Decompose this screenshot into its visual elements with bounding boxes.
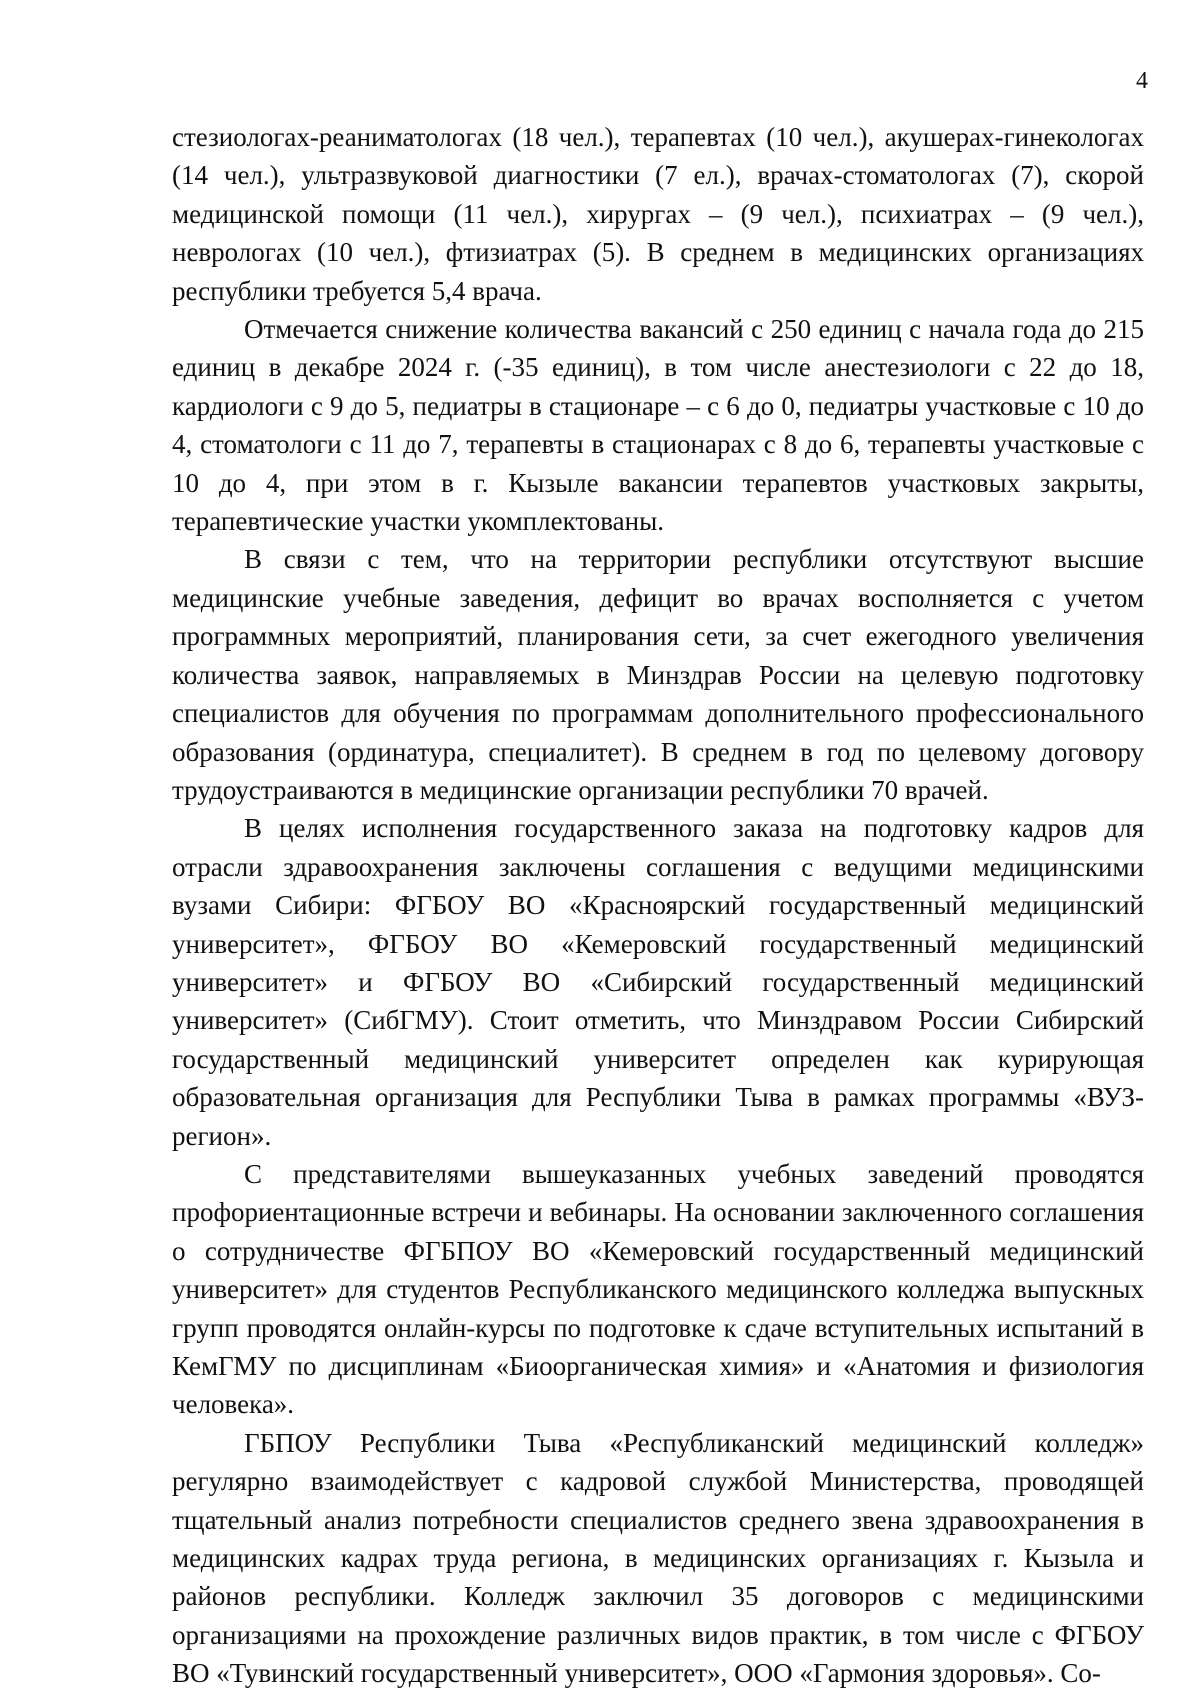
paragraph-university-agreements: В целях исполнения государственного заказа на подготовку кадров для отрасли здравоохранения заключены соглашения с ведущими медицинскими вузами Сибири: ФГБОУ ВО «Красноярский государственный медицинский университет», ФГБОУ ВО «Кемеровский государственный медицинский университет» и ФГБОУ ВО «Сибирский государственный медицинский университет» (СибГМУ). Стоит отметить, что Минздравом России Сибирский государственный медицинский университет определен как курирующая образовательная организация для Республики Тыва в рамках программы «ВУЗ-регион». (172, 813, 1144, 1151)
paragraph-vacancy-reduction: Отмечается снижение количества вакансий с 250 единиц с начала года до 215 единиц в декабре 2024 г. (-35 единиц), в том числе анестезиологи с 22 до 18, кардиологи с 9 до 5, педиатры в стационаре – с 6 до 0, педиатры участковые с 10 до 4, стоматологи с 11 до 7, терапевты в стационарах с 8 до 6, терапевты участковые с 10 до 4, при этом в г. Кызыле вакансии терапевтов участковых закрыты, терапевтические участки укомплектованы. (172, 314, 1144, 537)
page-number: 4 (1136, 68, 1148, 94)
paragraph-career-guidance: С представителями вышеуказанных учебных заведений проводятся профориентационные встречи и вебинары. На основании заключенного соглашения о сотрудничестве ФГБПОУ ВО «Кемеровский государственный медицинский университет» для студентов Республиканского медицинского колледжа выпускных групп проводятся онлайн-курсы по подготовке к сдаче вступительных испытаний в КемГМУ по дисциплинам «Биоорганическая химия» и «Анатомия и физиология человека». (172, 1158, 1144, 1420)
paragraph-targeted-training: В связи с тем, что на территории республики отсутствуют высшие медицинские учебные заведения, дефицит во врачах восполняется с учетом программных мероприятий, планирования сети, за счет ежегодного увеличения количества заявок, направляемых в Минздрав России на целевую подготовку специалистов для обучения по программам дополнительного профессионального образования (ординатура, специалитет). В среднем в год по целевому договору трудоустраиваются в медицинские организации республики 70 врачей. (172, 544, 1144, 805)
document-body (172, 118, 1144, 1693)
paragraph-doctor-shortage: стезиологах-реаниматологах (18 чел.), терапевтах (10 чел.), акушерах-гинекологах (14 чел.), ультразвуковой диагностики (7 ел.), врачах-стоматологах (7), скорой медицинской помощи (11 чел.), хирургах – (9 чел.), психиатрах – (9 чел.), неврологах (10 чел.), фтизиатрах (5). В среднем в медицинских организациях республики требуется 5,4 врача. (172, 122, 1144, 306)
paragraph-medical-college: ГБПОУ Республики Тыва «Республиканский медицинский колледж» регулярно взаимодействует с кадровой службой Министерства, проводящей тщательный анализ потребности специалистов среднего звена здравоохранения в медицинских кадрах труда региона, в медицинских организациях г. Кызыла и районов республики. Колледж заключил 35 договоров с медицинскими организациями на прохождение различных видов практик, в том числе с ФГБОУ ВО «Тувинский государственный университет», ООО «Гармония здоровья». Со- (172, 1427, 1144, 1689)
